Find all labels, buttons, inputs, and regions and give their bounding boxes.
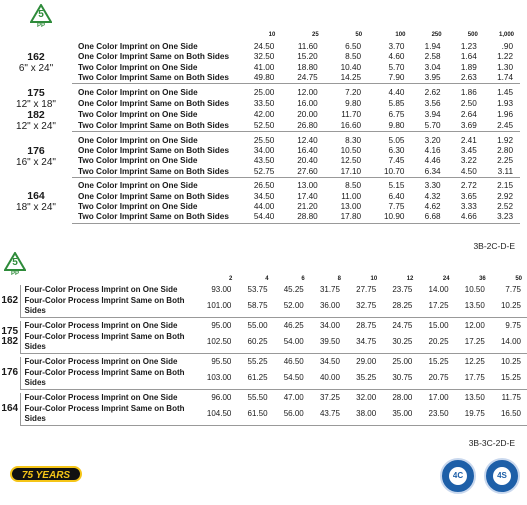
price-cell: 11.60 — [297, 42, 318, 51]
price-cell: 28.75 — [356, 321, 377, 330]
price-cell: 1.45 — [497, 87, 513, 97]
price-cell: 35.00 — [382, 404, 418, 426]
price-cell: 26.80 — [281, 120, 324, 131]
artwork-4c-medal-icon: 4C — [440, 458, 476, 494]
price-cell: 17.00 — [428, 393, 449, 402]
price-cell: 5.05 — [388, 135, 405, 145]
qty-header: 50 — [355, 32, 363, 38]
price-cell: 7.90 — [368, 73, 411, 84]
imprint-desc: One Color Imprint Same on Both Sides — [78, 191, 230, 201]
price-cell: 41.00 — [253, 62, 275, 72]
price-cell: 20.40 — [297, 156, 318, 166]
price-cell: 14.00 — [428, 285, 449, 294]
price-cell: 1.96 — [497, 109, 513, 119]
price-cell: 19.75 — [455, 404, 491, 426]
price-cell: 15.20 — [297, 52, 318, 62]
price-cell: 52.75 — [238, 167, 281, 178]
price-code-2: 3B-3C-2D-E — [468, 438, 515, 448]
price-cell: 17.25 — [455, 332, 491, 354]
qty-header: 24 — [442, 276, 450, 282]
price-cell: 38.00 — [346, 404, 382, 426]
price-cell: 15.25 — [428, 357, 449, 366]
table-row — [0, 212, 520, 223]
price-cell: 26.50 — [253, 181, 275, 191]
price-cell: 3.94 — [424, 109, 441, 119]
qty-header: 50 — [515, 276, 522, 282]
qty-header: 100 — [395, 32, 406, 38]
item-dimensions: 12" x 18" — [16, 98, 56, 110]
price-cell: 16.00 — [297, 98, 318, 108]
price-cell: 17.40 — [297, 191, 318, 201]
price-cell: 42.00 — [253, 109, 275, 119]
table-row — [0, 296, 527, 318]
price-cell: 1.89 — [460, 62, 477, 72]
price-cell: 2.45 — [484, 120, 520, 131]
imprint-desc: One Color Imprint Same on Both Sides — [78, 98, 230, 108]
price-cell: 13.00 — [297, 181, 318, 191]
price-cell: 3.30 — [424, 181, 441, 191]
price-cell: 3.33 — [460, 201, 477, 211]
price-cell: 1.94 — [424, 42, 441, 51]
imprint-desc: Two Color Imprint on One Side — [78, 201, 198, 211]
price-cell: 5.70 — [411, 120, 447, 131]
imprint-desc: Two Color Imprint on One Side — [78, 109, 198, 119]
table-row — [0, 109, 520, 120]
qty-header: 1,000 — [498, 32, 514, 38]
price-cell: 32.75 — [346, 296, 382, 318]
table-row — [0, 99, 520, 110]
price-cell: 21.20 — [297, 201, 318, 211]
price-cell: 4.66 — [448, 212, 484, 223]
price-cell: 5.15 — [388, 181, 405, 191]
imprint-desc: Two Color Imprint Same on Both Sides — [72, 73, 238, 84]
imprint-desc: Two Color Imprint Same on Both Sides — [72, 212, 238, 223]
price-cell: 1.64 — [460, 52, 477, 62]
price-cell: 14.25 — [325, 73, 368, 84]
price-cell: 39.50 — [310, 332, 346, 354]
price-cell: 29.00 — [356, 357, 377, 366]
qty-header: 10 — [370, 276, 378, 282]
price-cell: 44.00 — [253, 201, 275, 211]
table-row — [0, 404, 527, 426]
price-cell: 31.75 — [319, 285, 340, 294]
price-cell: 20.25 — [418, 332, 454, 354]
table-row — [0, 202, 520, 212]
price-cell: 3.45 — [460, 145, 477, 155]
price-cell: 93.00 — [211, 285, 232, 294]
price-cell: 34.50 — [319, 357, 340, 366]
qty-header: 25 — [312, 32, 319, 38]
price-cell: 16.40 — [297, 145, 318, 155]
price-cell: 8.50 — [345, 181, 362, 191]
price-cell: 104.50 — [195, 404, 237, 426]
price-cell: 2.52 — [497, 201, 513, 211]
item-code: 182 — [1, 336, 19, 347]
price-cell: 25.00 — [392, 357, 413, 366]
price-cell: 9.75 — [505, 321, 521, 330]
price-cell: 34.50 — [253, 191, 275, 201]
price-cell: 17.25 — [418, 296, 454, 318]
price-cell: 6.34 — [411, 167, 447, 178]
size-cell — [0, 88, 72, 132]
qty-header: 8 — [337, 276, 341, 282]
item-code: 176 — [27, 144, 45, 157]
price-cell: 15.25 — [491, 368, 527, 390]
price-cell: 4.32 — [424, 191, 441, 201]
price-cell: 24.75 — [392, 321, 413, 330]
item-code: 162 — [1, 294, 19, 306]
imprint-desc: Four-Color Process Imprint on One Side — [20, 393, 195, 404]
item-dimensions: 6" x 24" — [18, 62, 54, 74]
price-cell: 12.00 — [297, 87, 318, 97]
qty-header: 2 — [229, 276, 233, 282]
price-code-1: 3B-2C-D-E — [473, 241, 515, 251]
price-cell: 7.75 — [388, 201, 405, 211]
price-cell: 101.00 — [195, 296, 237, 318]
price-cell: 55.50 — [247, 393, 268, 402]
price-cell: 10.90 — [368, 212, 411, 223]
price-cell: 4.16 — [424, 145, 441, 155]
price-cell: 36.00 — [310, 296, 346, 318]
price-cell: 56.00 — [274, 404, 310, 426]
price-cell: 10.50 — [464, 285, 485, 294]
price-cell: 2.62 — [424, 87, 441, 97]
price-cell: 14.00 — [491, 332, 527, 354]
price-cell: 34.00 — [319, 321, 340, 330]
price-cell: 3.04 — [424, 62, 441, 72]
item-code: 182 — [27, 108, 45, 121]
price-cell: 1.86 — [460, 87, 477, 97]
price-cell: 34.00 — [253, 145, 275, 155]
table-row — [0, 156, 520, 166]
size-cell — [0, 42, 72, 84]
table-row — [0, 368, 527, 390]
price-cell: 103.00 — [195, 368, 237, 390]
price-cell: 13.50 — [455, 296, 491, 318]
table-row — [0, 167, 520, 178]
price-cell: 2.41 — [460, 135, 477, 145]
artwork-4s-medal-icon: 4S — [484, 458, 520, 494]
item-code: 164 — [1, 402, 19, 414]
price-cell: 6.50 — [345, 42, 362, 51]
imprint-desc: Two Color Imprint Same on Both Sides — [72, 120, 238, 131]
price-cell: 45.25 — [283, 285, 304, 294]
table-row — [0, 285, 527, 296]
price-cell: 3.69 — [448, 120, 484, 131]
price-cell: 25.50 — [253, 135, 275, 145]
price-cell: 6.30 — [388, 145, 405, 155]
price-cell: 4.60 — [388, 52, 405, 62]
qty-header: 500 — [467, 32, 478, 38]
price-cell: 1.93 — [497, 98, 513, 108]
imprint-desc: Four-Color Process Imprint on One Side — [20, 357, 195, 368]
price-cell: 2.92 — [497, 191, 513, 201]
price-cell: 16.50 — [491, 404, 527, 426]
price-cell: 24.50 — [253, 42, 275, 51]
table-row — [0, 393, 527, 404]
qty-header: 10 — [268, 32, 276, 38]
price-cell: 10.50 — [340, 145, 362, 155]
price-cell: 9.80 — [345, 98, 362, 108]
price-cell: 4.62 — [424, 201, 441, 211]
price-cell: 23.50 — [418, 404, 454, 426]
price-cell: 16.60 — [325, 120, 368, 131]
price-cell: 13.50 — [464, 393, 485, 402]
price-cell: 102.50 — [195, 332, 237, 354]
imprint-desc: Four-Color Process Imprint Same on Both Sides — [20, 368, 195, 390]
price-cell: 49.80 — [238, 73, 281, 84]
price-cell: 11.70 — [341, 109, 362, 119]
price-cell: 5.70 — [388, 62, 405, 72]
size-cell — [0, 357, 20, 389]
recycle-pp-icon-2: 5 PP — [4, 252, 26, 278]
price-table-four-color — [0, 276, 527, 426]
price-cell: 7.45 — [388, 156, 405, 166]
imprint-desc: One Color Imprint on One Side — [78, 42, 198, 51]
price-cell: 46.25 — [283, 321, 304, 330]
price-cell: 15.00 — [428, 321, 449, 330]
price-cell: 54.00 — [274, 332, 310, 354]
price-cell: 20.00 — [297, 109, 318, 119]
price-cell: 10.25 — [491, 296, 527, 318]
price-cell: 95.00 — [211, 321, 232, 330]
price-cell: 53.75 — [247, 285, 268, 294]
price-cell: 2.15 — [497, 181, 513, 191]
price-cell: 96.00 — [211, 393, 232, 402]
price-cell: 32.50 — [253, 52, 275, 62]
price-cell: 28.00 — [392, 393, 413, 402]
table-row — [0, 357, 527, 368]
price-cell: 55.25 — [247, 357, 268, 366]
price-cell: 1.22 — [497, 52, 513, 62]
price-cell: 10.40 — [340, 62, 362, 72]
price-cell: 43.50 — [253, 156, 275, 166]
price-cell: 5.85 — [388, 98, 405, 108]
price-cell: 43.75 — [310, 404, 346, 426]
recycle-pp-icon: 5 PP — [30, 4, 52, 30]
size-cell — [0, 321, 20, 353]
imprint-desc: One Color Imprint Same on Both Sides — [78, 145, 230, 155]
item-code: 164 — [27, 190, 45, 203]
price-cell: 34.75 — [346, 332, 382, 354]
price-cell: 35.25 — [346, 368, 382, 390]
price-cell: 3.56 — [424, 98, 441, 108]
price-cell: 1.92 — [497, 135, 513, 145]
price-cell: .90 — [501, 42, 513, 51]
price-cell: 4.50 — [448, 167, 484, 178]
imprint-desc: One Color Imprint on One Side — [78, 135, 198, 145]
imprint-desc: Four-Color Process Imprint on One Side — [20, 285, 195, 296]
qty-header: 12 — [406, 276, 414, 282]
price-cell: 46.50 — [283, 357, 304, 366]
imprint-desc: One Color Imprint on One Side — [78, 87, 198, 97]
price-cell: 40.00 — [310, 368, 346, 390]
price-cell: 9.80 — [368, 120, 411, 131]
75-years-logo: 75 YEARS — [10, 466, 82, 482]
price-cell: 6.75 — [388, 109, 405, 119]
table-row — [0, 88, 520, 99]
price-cell: 2.58 — [424, 52, 441, 62]
price-cell: 52.50 — [238, 120, 281, 131]
size-cell — [0, 136, 72, 178]
qty-header: 4 — [265, 276, 269, 282]
price-cell: 61.50 — [237, 404, 273, 426]
price-cell: 20.75 — [418, 368, 454, 390]
price-cell: 12.00 — [464, 321, 485, 330]
price-cell: 11.00 — [341, 191, 362, 201]
price-cell: 3.23 — [484, 212, 520, 223]
price-cell: 25.00 — [253, 87, 275, 97]
price-cell: 4.40 — [388, 87, 405, 97]
price-cell: 24.75 — [281, 73, 324, 84]
imprint-desc: Four-Color Process Imprint Same on Both Sides — [20, 296, 195, 318]
table-row — [0, 73, 520, 84]
table-row — [0, 332, 527, 354]
price-cell: 7.75 — [505, 285, 521, 294]
price-cell: 54.50 — [274, 368, 310, 390]
price-cell: 10.25 — [500, 357, 521, 366]
qty-header: 36 — [479, 276, 486, 282]
price-cell: 2.64 — [460, 109, 477, 119]
size-cell — [0, 181, 72, 223]
price-cell: 37.25 — [319, 393, 340, 402]
price-cell: 3.70 — [388, 42, 405, 51]
price-cell: 2.25 — [497, 156, 513, 166]
price-cell: 3.65 — [460, 191, 477, 201]
imprint-desc: Two Color Imprint on One Side — [78, 156, 198, 166]
table-row — [0, 136, 520, 146]
price-cell: 1.30 — [497, 62, 513, 72]
price-cell: 8.50 — [345, 52, 362, 62]
item-dimensions: 16" x 24" — [16, 156, 56, 168]
item-code: 175 — [1, 325, 19, 337]
item-dimensions: 18" x 24" — [16, 202, 56, 214]
price-cell: 12.25 — [464, 357, 485, 366]
price-cell: 17.80 — [325, 212, 368, 223]
price-cell: 32.00 — [356, 393, 377, 402]
price-cell: 30.75 — [382, 368, 418, 390]
price-cell: 10.70 — [368, 167, 411, 178]
price-cell: 2.63 — [448, 73, 484, 84]
price-cell: 2.72 — [460, 181, 477, 191]
qty-header: 250 — [431, 32, 442, 38]
price-cell: 55.00 — [247, 321, 268, 330]
price-cell: 18.80 — [297, 62, 318, 72]
price-cell: 7.20 — [345, 87, 362, 97]
imprint-desc: One Color Imprint Same on Both Sides — [78, 52, 230, 62]
price-cell: 58.75 — [237, 296, 273, 318]
imprint-desc: Four-Color Process Imprint on One Side — [20, 321, 195, 332]
price-cell: 27.60 — [281, 167, 324, 178]
price-cell: 27.75 — [356, 285, 377, 294]
item-code: 175 — [27, 86, 45, 99]
price-cell: 28.25 — [382, 296, 418, 318]
table-row — [0, 120, 520, 131]
price-cell: 6.40 — [388, 191, 405, 201]
price-cell: 23.75 — [392, 285, 413, 294]
imprint-desc: Two Color Imprint Same on Both Sides — [72, 167, 238, 178]
size-cell — [0, 393, 20, 425]
price-cell: 3.20 — [424, 135, 441, 145]
price-cell: 13.00 — [340, 201, 362, 211]
price-cell: 3.95 — [411, 73, 447, 84]
table-row — [0, 192, 520, 202]
imprint-desc: One Color Imprint on One Side — [78, 181, 198, 191]
imprint-desc: Four-Color Process Imprint Same on Both Sides — [20, 404, 195, 426]
price-cell: 60.25 — [237, 332, 273, 354]
price-cell: 3.11 — [484, 167, 520, 178]
price-cell: 33.50 — [253, 98, 275, 108]
price-cell: 52.00 — [274, 296, 310, 318]
price-cell: 61.25 — [237, 368, 273, 390]
price-cell: 95.50 — [211, 357, 232, 366]
table-row — [0, 146, 520, 156]
price-cell: 2.80 — [497, 145, 513, 155]
table-row — [0, 52, 520, 62]
price-cell: 47.00 — [283, 393, 304, 402]
price-cell: 1.74 — [484, 73, 520, 84]
qty-header: 6 — [301, 276, 305, 282]
imprint-desc: Four-Color Process Imprint Same on Both Sides — [20, 332, 195, 354]
table-row — [0, 63, 520, 73]
price-cell: 28.80 — [281, 212, 324, 223]
price-cell: 54.40 — [238, 212, 281, 223]
price-cell: 11.75 — [501, 393, 521, 402]
price-cell: 1.23 — [460, 42, 477, 51]
table-row — [0, 181, 520, 191]
table-row — [0, 321, 527, 332]
price-cell: 12.40 — [297, 135, 318, 145]
table-row — [0, 42, 520, 52]
price-cell: 17.75 — [455, 368, 491, 390]
item-code: 176 — [1, 366, 19, 378]
item-dimensions: 12" x 24" — [16, 120, 56, 132]
price-table-one-two-color — [0, 32, 520, 224]
item-code: 162 — [27, 50, 45, 63]
price-cell: 2.50 — [460, 98, 477, 108]
price-cell: 30.25 — [382, 332, 418, 354]
imprint-desc: Two Color Imprint on One Side — [78, 62, 198, 72]
price-cell: 8.30 — [345, 135, 362, 145]
price-cell: 17.10 — [325, 167, 368, 178]
price-cell: 4.46 — [424, 156, 441, 166]
size-cell — [0, 285, 20, 317]
price-cell: 3.22 — [460, 156, 477, 166]
price-cell: 6.68 — [411, 212, 447, 223]
price-cell: 12.50 — [340, 156, 362, 166]
